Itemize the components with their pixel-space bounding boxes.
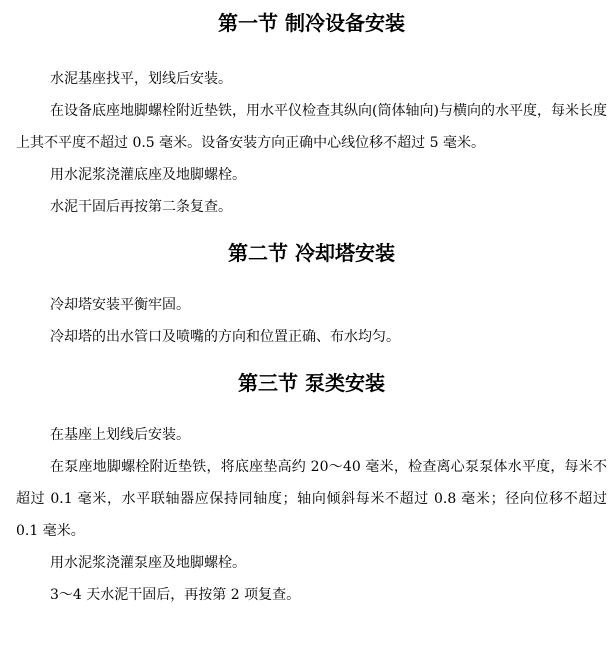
section-1-paragraph-2: 在设备底座地脚螺栓附近垫铁，用水平仪检查其纵向(筒体轴向)与横向的水平度，每米长度上其不平度不超过 0.5 毫米。设备安装方向正确中心线位移不超过 5 毫米。	[16, 103, 607, 151]
section-title-3: 第三节 泵类安装	[238, 371, 385, 395]
section-3-paragraph-1: 在基座上划线后安装。	[50, 427, 190, 443]
section-title-1: 第一节 制冷设备安装	[218, 11, 405, 35]
section-3-paragraph-4: 3～4 天水泥干固后，再按第 2 项复查。	[50, 587, 301, 603]
section-1-paragraph-3: 用水泥浆浇灌底座及地脚螺栓。	[50, 167, 246, 183]
section-2-paragraph-2: 冷却塔的出水管口及喷嘴的方向和位置正确、布水均匀。	[50, 329, 400, 345]
section-2-paragraph-1: 冷却塔安装平衡牢固。	[50, 297, 190, 313]
section-title-2: 第二节 冷却塔安装	[228, 241, 395, 265]
section-3-paragraph-3: 用水泥浆浇灌泵座及地脚螺栓。	[50, 555, 246, 571]
section-3-paragraph-2: 在泵座地脚螺栓附近垫铁，将底座垫高约 20～40 毫米，检查离心泵泵体水平度，每米不超过 0.1 毫米，水平联轴器应保持同轴度；轴向倾斜每米不超过 0.8 毫米；径向位移不超过 0.1 毫米。	[16, 459, 607, 539]
section-1-paragraph-4: 水泥干固后再按第二条复查。	[50, 199, 232, 215]
section-1-paragraph-1: 水泥基座找平，划线后安装。	[50, 71, 232, 87]
